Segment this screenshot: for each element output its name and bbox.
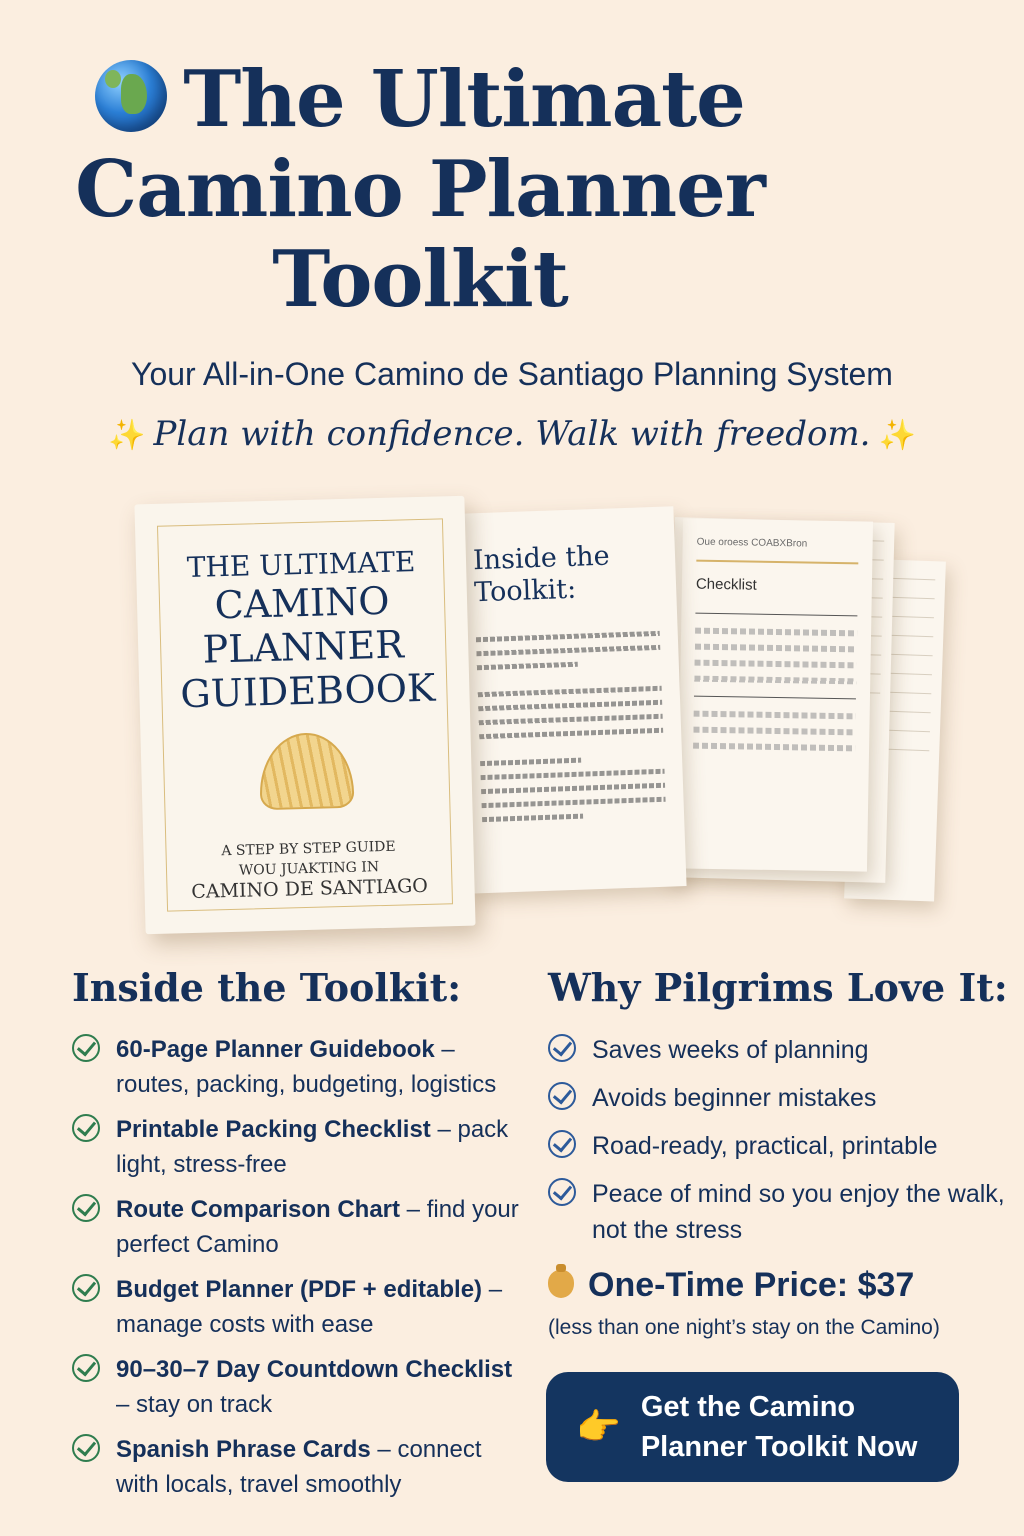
book-subtitle-line-1: A STEP BY STEP GUIDE [221, 838, 396, 860]
list-item [72, 1112, 522, 1182]
book-title-line-4: GUIDEBOOK [179, 665, 436, 717]
check-icon [548, 1034, 576, 1062]
cta-label: Get the Camino Planner Toolkit Now [640, 1391, 918, 1463]
check-icon [72, 1194, 100, 1222]
mockup-checklist-page [677, 518, 873, 871]
checklist-title: Checklist [695, 575, 757, 594]
benefit-text: Road-ready, practical, printable [592, 1132, 938, 1160]
item-bold: Route Comparison Chart [116, 1196, 401, 1223]
item-bold: Spanish Phrase Cards [116, 1436, 371, 1463]
price-note: (less than one night’s stay on the Camino) [548, 1316, 940, 1339]
book-title [177, 545, 436, 717]
list-item [72, 1192, 522, 1262]
sparkle-icon: ✨ [108, 418, 146, 453]
title-line-3: Toolkit [272, 234, 568, 325]
item-rest: – manage costs with ease [116, 1276, 503, 1338]
globe-icon [95, 60, 167, 132]
list-item [72, 1032, 522, 1102]
benefit-text: Peace of mind so you enjoy the walk, not the stress [592, 1180, 1005, 1244]
item-rest: – stay on track [116, 1391, 273, 1418]
check-icon [548, 1082, 576, 1110]
book-subtitle-line-2: WOU JUAKTING IN [238, 859, 380, 879]
why-pilgrims-list [548, 1032, 1008, 1260]
page-title [0, 55, 840, 325]
price-text: One-Time Price: $37 [588, 1266, 915, 1304]
list-item [548, 1176, 1008, 1248]
scallop-shell-icon [258, 732, 354, 810]
list-item [72, 1352, 522, 1422]
checklist-header: Oue oroess COABXBron [696, 536, 808, 550]
mockup-inside-title: Inside the Toolkit: [472, 540, 611, 609]
title-line-2: Camino Planner [75, 144, 765, 235]
list-item [548, 1032, 1008, 1068]
check-icon [548, 1130, 576, 1158]
product-mockup [130, 490, 950, 950]
item-rest: – routes, packing, budgeting, logistics [116, 1036, 497, 1098]
list-item [548, 1128, 1008, 1164]
check-icon [72, 1034, 100, 1062]
mockup-inside-page [453, 506, 686, 893]
benefit-text: Avoids beginner mistakes [592, 1084, 877, 1112]
check-icon [72, 1114, 100, 1142]
book-title-line-3: PLANNER [202, 622, 405, 672]
check-icon [548, 1178, 576, 1206]
pointing-hand-icon: 👉 [576, 1406, 621, 1447]
get-toolkit-button[interactable] [546, 1372, 959, 1482]
check-icon [72, 1354, 100, 1382]
item-bold: 90–30–7 Day Countdown Checklist [116, 1356, 513, 1383]
book-subtitle [184, 836, 433, 902]
item-rest: – pack light, stress-free [116, 1116, 509, 1178]
inside-toolkit-list [72, 1032, 522, 1512]
why-pilgrims-heading: Why Pilgrims Love It: [548, 965, 1008, 1010]
inside-toolkit-heading: Inside the Toolkit: [72, 965, 462, 1010]
price [548, 1266, 914, 1305]
item-rest: – connect with locals, travel smoothly [116, 1436, 482, 1498]
list-item [72, 1432, 522, 1502]
list-item [548, 1080, 1008, 1116]
book-title-line-1: THE ULTIMATE [186, 545, 416, 585]
check-icon [72, 1434, 100, 1462]
list-item [72, 1272, 522, 1342]
subtitle: Your All-in-One Camino de Santiago Planning System [131, 356, 893, 392]
benefit-text: Saves weeks of planning [592, 1036, 869, 1064]
tagline-text: Plan with confidence. Walk with freedom. [153, 414, 871, 454]
tagline [0, 414, 1024, 454]
item-bold: Printable Packing Checklist [116, 1116, 431, 1143]
item-rest: – find your perfect Camino [116, 1196, 519, 1258]
mockup-book-cover [134, 496, 475, 934]
money-bag-icon [548, 1270, 574, 1298]
sparkle-icon: ✨ [878, 418, 916, 453]
item-bold: Budget Planner (PDF + editable) [116, 1276, 483, 1303]
title-line-1: The Ultimate [183, 54, 745, 145]
book-title-line-2: CAMINO [214, 578, 391, 628]
check-icon [72, 1274, 100, 1302]
item-bold: 60-Page Planner Guidebook [116, 1036, 435, 1063]
book-subtitle-line-3: CAMINO DE SANTIAGO [190, 874, 429, 904]
